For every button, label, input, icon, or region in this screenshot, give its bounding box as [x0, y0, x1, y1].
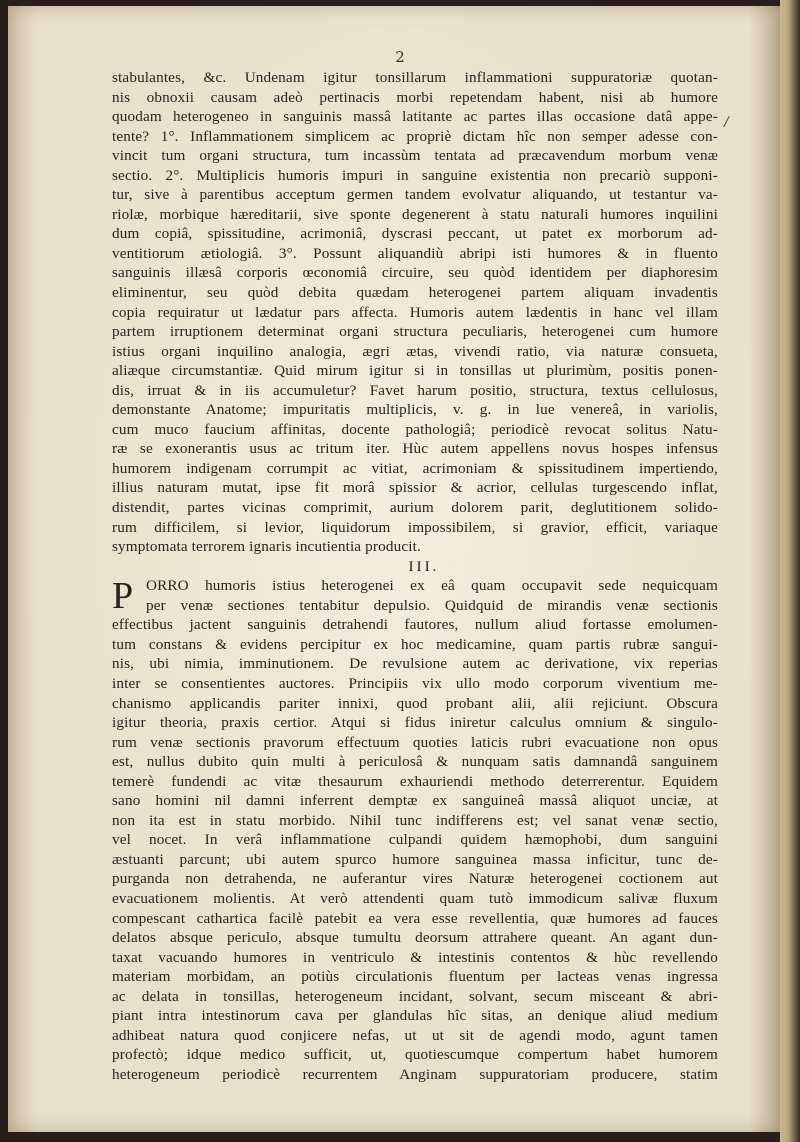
paragraph-section-2 [112, 576, 718, 1084]
text-line: delatos absque periculo, absque tumultu deorsum attrahere queant. An agant dun- [112, 929, 718, 947]
text-line: inter se consentientes auctores. Principiis vix ullo modo corporum viventium me- [112, 674, 718, 692]
text-line: tur, sive à parentibus acceptum germen tandem evolvatur aliquando, ut testantur va- [112, 186, 718, 204]
text-line: sanguinis illæsâ corporis œconomiâ circuire, seu quòd identidem per diaphoresim [112, 264, 718, 282]
text-line: æstuanti parcunt; ubi autem spurco humore sanguinea massa inficitur, tunc de- [112, 850, 718, 868]
section-2-lines [112, 576, 718, 1084]
text-line: stabulantes, &c. Undenam igitur tonsillarum inflammationi suppuratoriæ quotan- [112, 69, 718, 86]
text-line: igitur theoria, praxis certior. Atqui si fidus iniretur calculus omnium & singulo- [112, 714, 718, 732]
text-line: eliminentur, seu quòd debita quædam heterogenei partem aliquam invadentis [112, 284, 718, 302]
margin-mark: / [722, 113, 731, 131]
page-edge [780, 0, 800, 1142]
text-line: effectibus jactent sanguinis detrahendi fautores, nullum aliud fortasse emolumen- [112, 616, 718, 634]
text-line: taxat vacuando humores in ventriculo & intestinis contentos & hùc revellendo [112, 948, 718, 966]
text-line: est, nullus dubito quin multi à periculosâ & nunquam satis damnandâ sanguinem [112, 753, 718, 771]
text-line: rum venæ sectionis pravorum effectuum quoties laticis rubri evacuatione non opus [112, 733, 718, 751]
text-line: nis obnoxii causam adeò pertinacis morbi repetendam habent, nisi ab humore [112, 88, 718, 106]
text-line: ræ se exonerantis usus ac tritum iter. Hùc autem appellens novus hospes infensus [112, 440, 718, 458]
text-line: piant intra intestinorum cava per glandulas hîc sitas, an denique aliud medium [112, 1007, 718, 1025]
text-line: profectò; idque medico sufficit, ut, quotiescumque compertum habet humorem [112, 1046, 718, 1064]
text-line: tum constans & evidens percipitur ex hoc medicamine, quam partis rubræ sangui- [112, 635, 718, 653]
text-line: per venæ sectiones tentabitur depulsio. Quidquid de mirandis venæ sectionis [146, 596, 718, 614]
text-line: vincit tum organi structura, tum incassùm tentata ad præcavendum morbum venæ [112, 147, 718, 165]
text-line: chanismo applicandis pariter innixi, quod probant alii, alii rejiciunt. Obscura [112, 694, 718, 712]
text-line: ac delata in tonsillas, heterogeneum incidant, solvant, secum misceant & abri- [112, 987, 718, 1005]
text-line: illius naturam mutat, ipse fit morâ spissior & acrior, cellulas turgescendo inflat, [112, 479, 718, 497]
text-block [112, 68, 718, 1084]
text-line: dum copiâ, spissitudine, acrimoniâ, dyscrasi peccant, ut patet ex morborum ad- [112, 225, 718, 243]
text-line: sano homini nil damni inferrent demptæ ex sanguineâ massâ aliquot unciæ, at [112, 792, 718, 810]
text-line: humorem indigenam corrumpit ac vitiat, acrimoniam & spissitudinem impertiendo, [112, 459, 718, 477]
text-line: rum difficilem, si levior, liquidorum impossibilem, si gravior, efficit, variaque [112, 518, 718, 536]
text-line: vel nocet. In verâ inflammatione culpandi quidem hæmophobi, dum sanguini [112, 831, 718, 849]
text-line: distendit, partes vicinas comprimit, aurium dolorem parit, deglutitionem solido- [112, 499, 718, 517]
text-line: temerè fundendi ac vitæ thesaurum exhauriendi methodo deterrerentur. Equidem [112, 772, 718, 790]
page-number: 2 [395, 48, 405, 66]
text-line: demonstante Anatome; impuritatis multiplicis, v. g. in lue venereâ, in variolis, [112, 401, 718, 419]
text-line: partem irruptionem determinat organi structura peculiaris, heterogenei cum humore [112, 323, 718, 341]
text-line: symptomata terrorem ignaris incutientia producit. [112, 538, 421, 556]
text-line: sectio. 2°. Multiplicis humoris impuri in sanguine existentia non precariò supponi- [112, 166, 718, 184]
text-line: quodam heterogeneo in sanguinis massâ latitante ac partes illas occasione datâ appe- [112, 108, 718, 126]
text-line: riolæ, morbique hæreditarii, sive sponte degenerent à statu naturali humores inquilini [112, 205, 718, 223]
text-line: compescant cathartica facilè patebit ea vera esse revellentia, quæ humores ad fauces [112, 909, 718, 927]
drop-cap: P [112, 575, 134, 618]
text-line: purganda non detrahenda, ne auferantur vires Naturæ heterogenei coctionem aut [112, 870, 718, 888]
text-line: ORRO humoris istius heterogenei ex eâ quam occupavit sede nequicquam [146, 577, 718, 595]
section-heading: III. [408, 557, 440, 575]
paragraph-section-1 [112, 68, 718, 557]
text-line: dis, irruat & in iis accumuletur? Favet harum positio, structura, textus cellulosus, [112, 381, 718, 399]
text-line: evacuationem molientis. At verò attendenti quam tutò immodicum salivæ fluxum [112, 889, 718, 907]
text-line: tente? 1°. Inflammationem simplicem ac propriè dictam hîc non semper adesse con- [112, 127, 718, 145]
text-line: aliæque circumstantiæ. Quid mirum igitur si in tonsillas ut plurimùm, positis ponen- [112, 362, 718, 380]
text-line: istius organi inquilino analogia, ægri ætas, vivendi ratio, via naturæ consueta, [112, 342, 718, 360]
text-line: copia requiratur ut lædatur pars affecta. Humoris autem lædentis in hanc vel illam [112, 303, 718, 321]
text-line: adhibeat natura quod conjicere nefas, ut ut sit de agendi modo, agunt tamen [112, 1026, 718, 1044]
text-line: heterogeneum periodicè recurrentem Anginam suppuratoriam producere, statim [112, 1065, 718, 1083]
text-line: nis, ubi nimia, imminutionem. De revulsione autem ac derivatione, vix reperias [112, 655, 718, 673]
text-line: non ita est in statu morbido. Nihil tunc indifferens est; vel sanat venæ sectio, [112, 811, 718, 829]
text-line: ventitiorum ætiologiâ. 3°. Possunt aliquandiù abripi isti humores & in fluento [112, 244, 718, 262]
text-line: materiam morbidam, an potiùs circulationis fluentum per lacteas venas ingressa [112, 968, 718, 986]
text-line: cum muco faucium affinitas, docente pathologiâ; periodicè revocat solitus Natu- [112, 420, 718, 438]
